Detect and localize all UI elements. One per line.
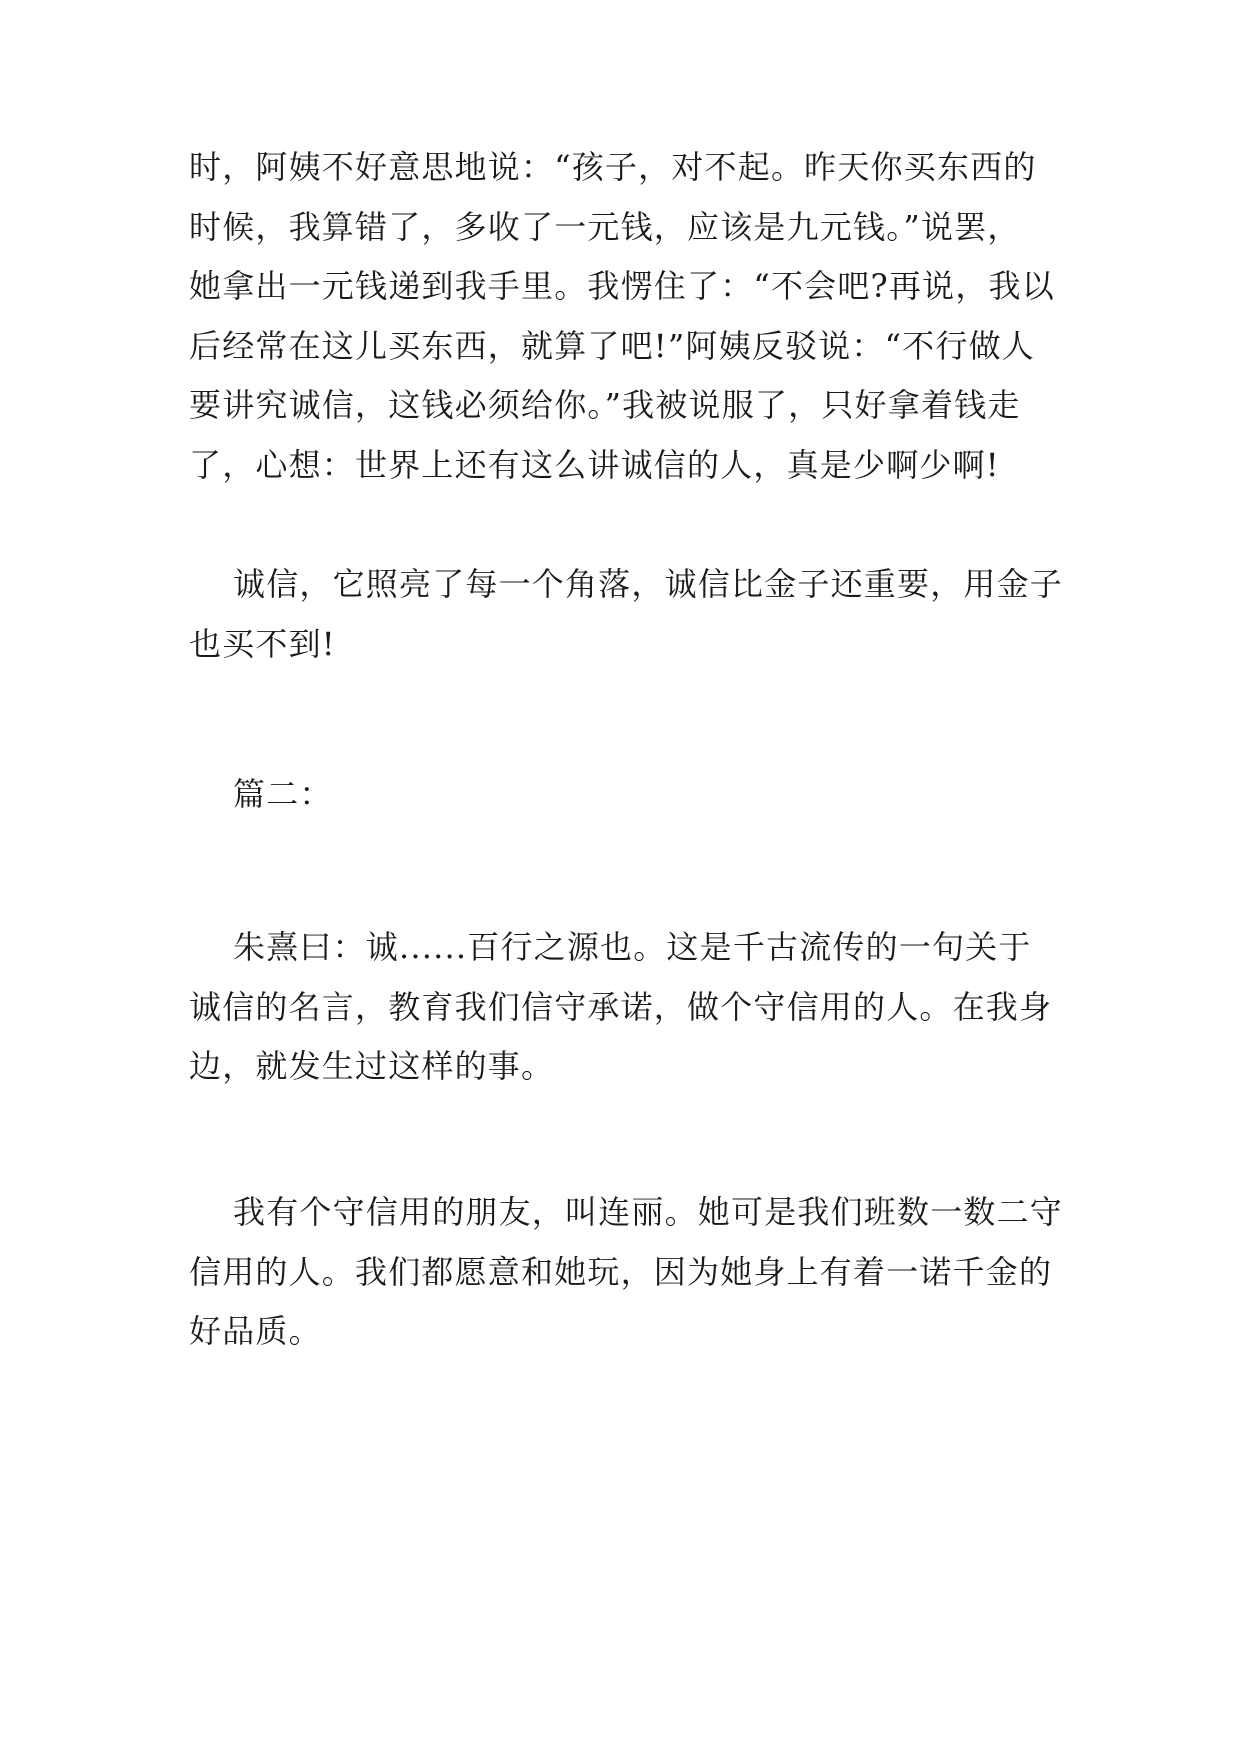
text-line: 后经常在这儿买东西，就算了吧!”阿姨反驳说：“不行做人 <box>189 326 1035 365</box>
text-line: 时，阿姨不好意思地说：“孩子，对不起。昨天你买东西的 <box>189 148 1037 186</box>
paragraph-refund-story <box>189 138 1059 495</box>
text-line: 我有个守信用的朋友，叫连丽。她可是我们班数一数二守 <box>233 1193 1064 1231</box>
text-line: 篇二： <box>233 775 333 813</box>
text-line: 诚信的名言，教育我们信守承诺，做个守信用的人。在我身 <box>189 987 1053 1026</box>
text-line: 时候，我算错了，多收了一元钱，应该是九元钱。”说罢， <box>189 207 1021 246</box>
text-line: 边，就发生过这样的事。 <box>189 1047 555 1085</box>
paragraph-integrity-conclusion <box>189 555 1064 674</box>
text-line: 也买不到! <box>189 624 336 663</box>
text-line: 她拿出一元钱递到我手里。我愣住了：“不会吧?再说，我以 <box>189 267 1055 305</box>
paragraph-zhuxi-quote <box>189 918 1059 1097</box>
text-line: 好品质。 <box>189 1312 322 1350</box>
text-line: 信用的人。我们都愿意和她玩，因为她身上有着一诺千金的 <box>189 1252 1053 1291</box>
section-heading-part-two <box>189 765 1059 825</box>
paragraph-friend-lianli <box>189 1183 1064 1362</box>
text-line: 了，心想：世界上还有这么讲诚信的人，真是少啊少啊! <box>189 445 1000 484</box>
text-line: 朱熹曰：诚......百行之源也。这是千古流传的一句关于 <box>233 928 1032 966</box>
text-line: 诚信，它照亮了每一个角落，诚信比金子还重要，用金子 <box>233 565 1064 603</box>
text-line: 要讲究诚信，这钱必须给你。”我被说服了，只好拿着钱走 <box>189 386 1021 424</box>
